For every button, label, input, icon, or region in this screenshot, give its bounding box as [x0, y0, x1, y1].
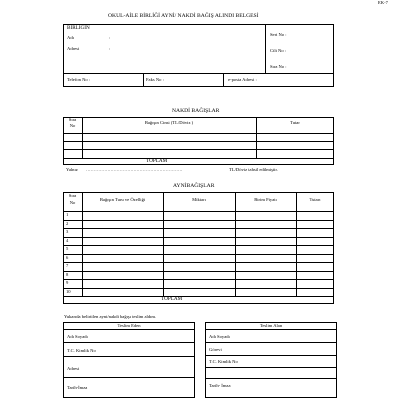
union-label: BİRLİĞİN [67, 25, 90, 31]
handover-note: Yukarıda belirtilen ayni/nakdi bağışı teslim aldım. [64, 314, 157, 319]
table-row-divider [63, 279, 334, 280]
inkind-table-col-divider [82, 192, 83, 296]
union-info-email-divider [223, 73, 224, 87]
page-title: OKUL-AİLE BİRLİĞİ AYNİ/ NAKDİ BAĞIŞ ALINDI BELGESİ [108, 13, 259, 19]
giver-box-row-divider [63, 342, 195, 343]
receiver-box-row-divider [205, 355, 337, 356]
inkind-col-unit-price-header: Birim Fiyatı [254, 197, 277, 202]
receiver-date-signature-label: Tarih- İmza [209, 383, 231, 388]
inkind-col-type-header: Bağışın Turu ve Özelliği [99, 197, 146, 202]
table-row-divider [63, 288, 334, 289]
table-row-number: 4 [66, 237, 69, 243]
table-row-number: 1 [66, 212, 69, 217]
giver-box-header-divider [63, 329, 195, 330]
cash-col-no-line2: No [69, 123, 76, 128]
cash-table-row-divider [63, 149, 334, 150]
union-address-label: Adresi [67, 46, 80, 51]
union-info-border [63, 24, 334, 87]
document-code: EK-7 [378, 0, 388, 5]
table-row-divider [63, 262, 334, 263]
volume-number-label: Cilt No : [270, 48, 287, 53]
table-row-divider [63, 254, 334, 255]
receiver-box-row-divider [205, 342, 337, 343]
receiver-id-label: T.C. Kimlik No [209, 359, 238, 364]
cash-total-label: TOPLAM [146, 158, 168, 164]
table-row-number: 7 [66, 263, 69, 268]
cash-col-amount-header: Tutar [290, 120, 300, 125]
cash-in-words-dots: ……………………………………………………… [86, 167, 183, 172]
cash-section-title: NAKDİ BAĞIŞLAR [172, 108, 220, 114]
phone-label: Telefon No : [67, 77, 91, 82]
giver-title: Teslim Eden [117, 323, 141, 328]
inkind-col-no-line2: No [69, 200, 76, 205]
table-row-divider [63, 237, 334, 238]
table-row-number: 10 [66, 288, 71, 294]
giver-box-row-divider [63, 356, 195, 357]
cash-col-type-header: Bağışın Cinsi (TL/Döviz ) [144, 120, 194, 125]
inkind-total-label: TOPLAM [161, 296, 183, 302]
inkind-col-no-line1: Sıra [68, 193, 77, 198]
inkind-table-col-divider [163, 192, 164, 296]
inkind-table-col-divider [296, 192, 297, 296]
receiver-name-label: Adı Soyadı [209, 334, 230, 339]
union-name-colon: : [109, 35, 111, 40]
receiver-box-row-divider [205, 367, 337, 368]
inkind-section-title: AYNİBAĞIŞLAR [173, 183, 215, 189]
receiver-box-header-divider [205, 329, 337, 330]
inkind-table-col-divider [235, 192, 236, 296]
giver-box-row-divider [63, 377, 195, 378]
table-row-number: 2 [66, 220, 69, 226]
table-row-divider [63, 220, 334, 221]
union-info-serial-divider [265, 24, 266, 73]
cash-table-total-divider [63, 158, 334, 159]
receiver-box-row-divider [205, 378, 337, 379]
cash-col-no-line1: Sıra [68, 117, 77, 122]
table-row-number: 5 [66, 246, 69, 251]
cash-table-header-divider [63, 133, 334, 134]
order-number-label: Sıra No : [270, 64, 287, 69]
receiver-title: Teslim Alan [259, 323, 283, 328]
giver-address-label: Adresi [67, 366, 80, 371]
inkind-col-amount-header: Tutarı [309, 197, 321, 202]
email-label: e-posta Adresi : [228, 77, 257, 82]
giver-date-signature-label: Tarih-İmza [67, 385, 88, 390]
inkind-table-header-divider [63, 211, 334, 212]
cash-in-words-label: Yalnız [66, 167, 78, 172]
table-row-divider [63, 228, 334, 229]
table-row-number: 8 [66, 271, 69, 277]
union-info-fax-divider [143, 73, 144, 87]
receiver-position-label: Görevi [209, 347, 222, 352]
union-info-divider [63, 73, 334, 74]
cash-in-words-suffix: TL/Döviz tahsil edilmiştir. [229, 167, 278, 172]
inkind-col-qty-header: Miktarı [192, 197, 206, 202]
union-name-label: Adı [67, 35, 74, 40]
giver-name-label: Adı Soyadı [67, 334, 88, 339]
table-row-divider [63, 296, 334, 297]
serial-number-label: Seri No : [270, 32, 287, 37]
table-row-number: 6 [66, 254, 69, 260]
fax-label: Faks No : [146, 77, 164, 82]
giver-id-label: T.C. Kimlik No [67, 348, 96, 353]
table-row-divider [63, 271, 334, 272]
cash-table-row-divider [63, 141, 334, 142]
union-address-colon: : [109, 46, 111, 51]
table-row-number: 3 [66, 229, 69, 234]
table-row-divider [63, 245, 334, 246]
table-row-number: 9 [66, 280, 69, 285]
